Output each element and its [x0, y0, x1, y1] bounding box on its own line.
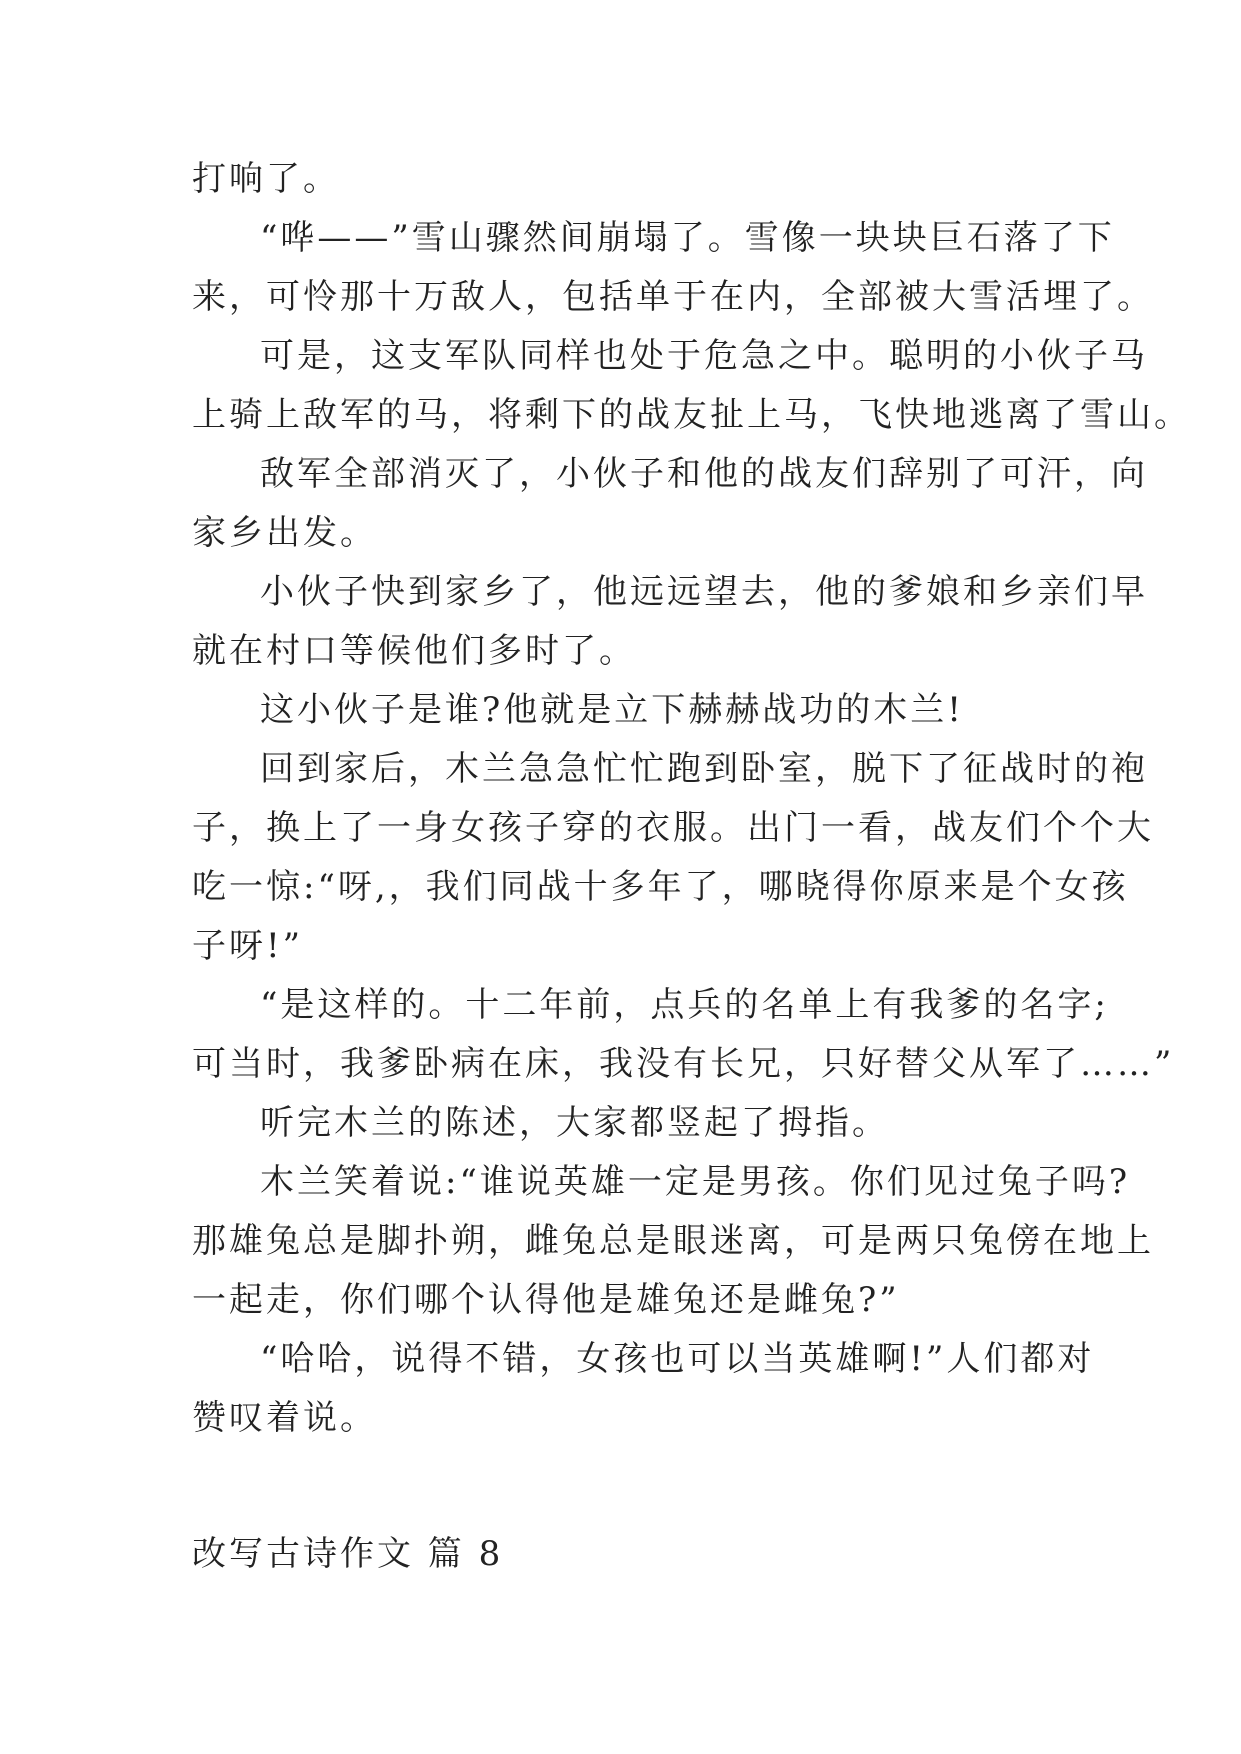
text-line: 赞叹着说。: [192, 1398, 377, 1438]
text-line: 家乡出发。: [192, 513, 377, 553]
text-line: “哗——”雪山骤然间崩塌了。雪像一块块巨石落了下: [260, 218, 1115, 258]
section-heading: 改写古诗作文 篇 8: [192, 1534, 504, 1574]
paragraph: [192, 563, 1148, 681]
text-line: 来，可怜那十万敌人，包括单于在内，全部被大雪活埋了。: [192, 277, 1154, 317]
text-line: 回到家后，木兰急急忙忙跑到卧室，脱下了征战时的袍: [260, 749, 1148, 789]
text-line: 敌军全部消灭了，小伙子和他的战友们辞别了可汗，向: [260, 454, 1148, 494]
paragraph: [192, 209, 1154, 327]
text-line: “哈哈，说得不错，女孩也可以当英雄啊!”人们都对: [260, 1339, 1095, 1379]
text-line: 一起走，你们哪个认得他是雄兔还是雌兔?”: [192, 1280, 900, 1320]
paragraph: [192, 1330, 1095, 1448]
text-line: 小伙子快到家乡了，他远远望去，他的爹娘和乡亲们早: [260, 572, 1148, 612]
paragraph: [192, 1153, 1154, 1330]
paragraph: [192, 327, 1191, 445]
text-line: 子，换上了一身女孩子穿的衣服。出门一看，战友们个个大: [192, 808, 1154, 848]
paragraph: [192, 681, 1072, 740]
text-line: “是这样的。十二年前，点兵的名单上有我爹的名字;: [260, 985, 1109, 1025]
paragraph: [192, 976, 1175, 1094]
text-line: 可当时，我爹卧病在床，我没有长兄，只好替父从军了……”: [192, 1044, 1175, 1084]
text-line: 子呀!”: [192, 926, 304, 966]
paragraph: [192, 740, 1154, 976]
text-line: 打响了。: [192, 159, 340, 199]
text-line: 吃一惊:“呀,，我们同战十多年了，哪晓得你原来是个女孩: [192, 867, 1129, 907]
article-body: [192, 150, 1191, 1448]
text-line: 那雄兔总是脚扑朔，雌兔总是眼迷离，可是两只兔傍在地上: [192, 1221, 1154, 1261]
text-line: 可是，这支军队同样也处于危急之中。聪明的小伙子马: [260, 336, 1148, 376]
paragraph: [192, 445, 1148, 563]
text-line: 上骑上敌军的马，将剩下的战友扯上马，飞快地逃离了雪山。: [192, 395, 1191, 435]
text-line: 木兰笑着说:“谁说英雄一定是男孩。你们见过兔子吗?: [260, 1162, 1131, 1202]
paragraph: [192, 150, 1072, 209]
text-line: 这小伙子是谁?他就是立下赫赫战功的木兰!: [260, 690, 964, 730]
text-line: 听完木兰的陈述，大家都竖起了拇指。: [260, 1103, 889, 1143]
paragraph: [192, 1094, 1072, 1153]
text-line: 就在村口等候他们多时了。: [192, 631, 636, 671]
